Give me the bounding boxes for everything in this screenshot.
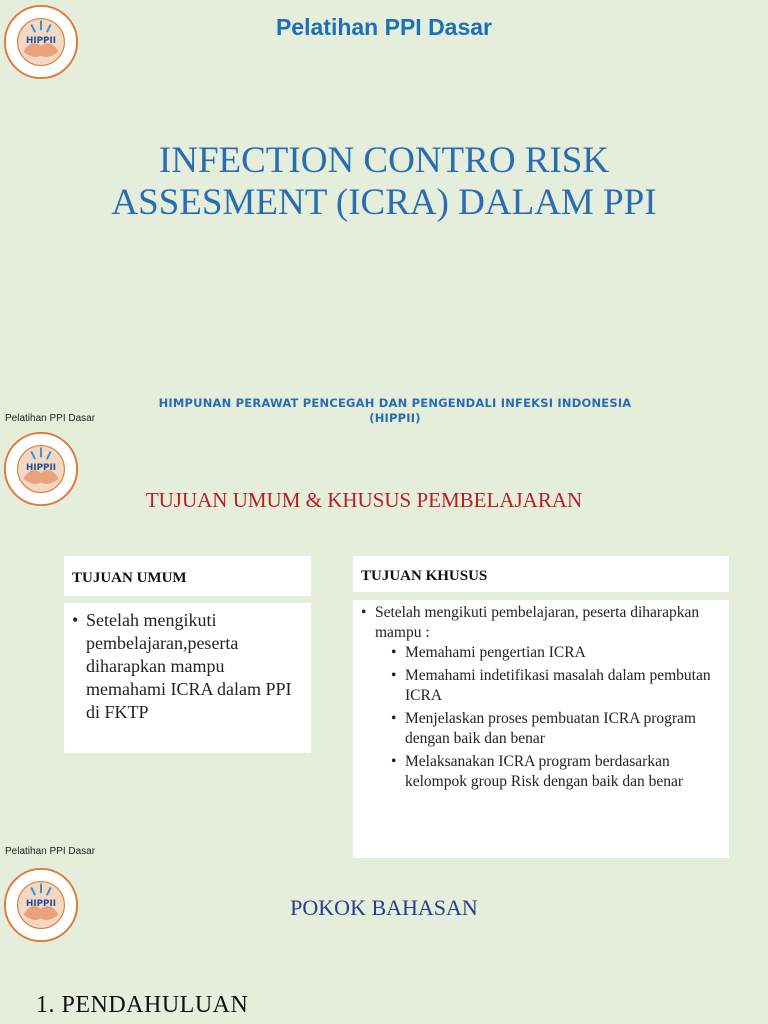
svg-text:HIPPII: HIPPII — [26, 898, 56, 909]
list-item: • Menjelaskan proses pembuatan ICRA program dengan baik dan benar — [389, 709, 721, 749]
svg-text:HIPPII: HIPPII — [26, 462, 56, 473]
list-item: • Setelah mengikuti pembelajaran,peserta diharapkan mampu memahami ICRA dalam PPI di FKTP — [70, 609, 305, 724]
slide-main-title: INFECTION CONTRO RISK ASSESMENT (ICRA) DALAM PPI — [111, 140, 657, 223]
section-title: POKOK BAHASAN — [290, 895, 478, 920]
organization-name: HIMPUNAN PERAWAT PENCEGAH DAN PENGENDALI INFEKSI INDONESIA (HIPPII) — [158, 396, 632, 425]
course-title: Pelatihan PPI Dasar — [275, 14, 493, 40]
section-title: TUJUAN UMUM & KHUSUS PEMBELAJARAN — [145, 488, 583, 512]
svg-text:HIPPII: HIPPII — [26, 35, 56, 46]
tujuan-khusus-header-box — [353, 556, 729, 592]
list-item: • Setelah mengikuti pembelajaran, peserta diharapkan mampu : • Memahami pengertian ICRA • Memahami indetifikasi masalah dalam pembutan ICRA • Menjelaskan proses pembuatan ICRA program dengan baik dan benar • Melaksanakan ICRA program berdasarkan kelompok group Risk dengan baik dan benar — [359, 603, 721, 792]
corner-label: Pelatihan PPI Dasar — [5, 846, 96, 857]
tujuan-umum-header: TUJUAN UMUM — [72, 570, 187, 586]
list-item: • Memahami pengertian ICRA — [389, 643, 721, 663]
tujuan-umum-header-box — [64, 556, 311, 596]
corner-label: Pelatihan PPI Dasar — [5, 413, 96, 424]
list-item: • Memahami indetifikasi masalah dalam pembutan ICRA — [389, 666, 721, 706]
topic-item: 1. PENDAHULUAN — [36, 992, 249, 1018]
list-item: • Melaksanakan ICRA program berdasarkan kelompok group Risk dengan baik dan benar — [389, 752, 721, 792]
tujuan-khusus-header: TUJUAN KHUSUS — [361, 568, 488, 584]
tujuan-khusus-body — [353, 600, 729, 858]
tujuan-umum-body — [64, 603, 311, 753]
